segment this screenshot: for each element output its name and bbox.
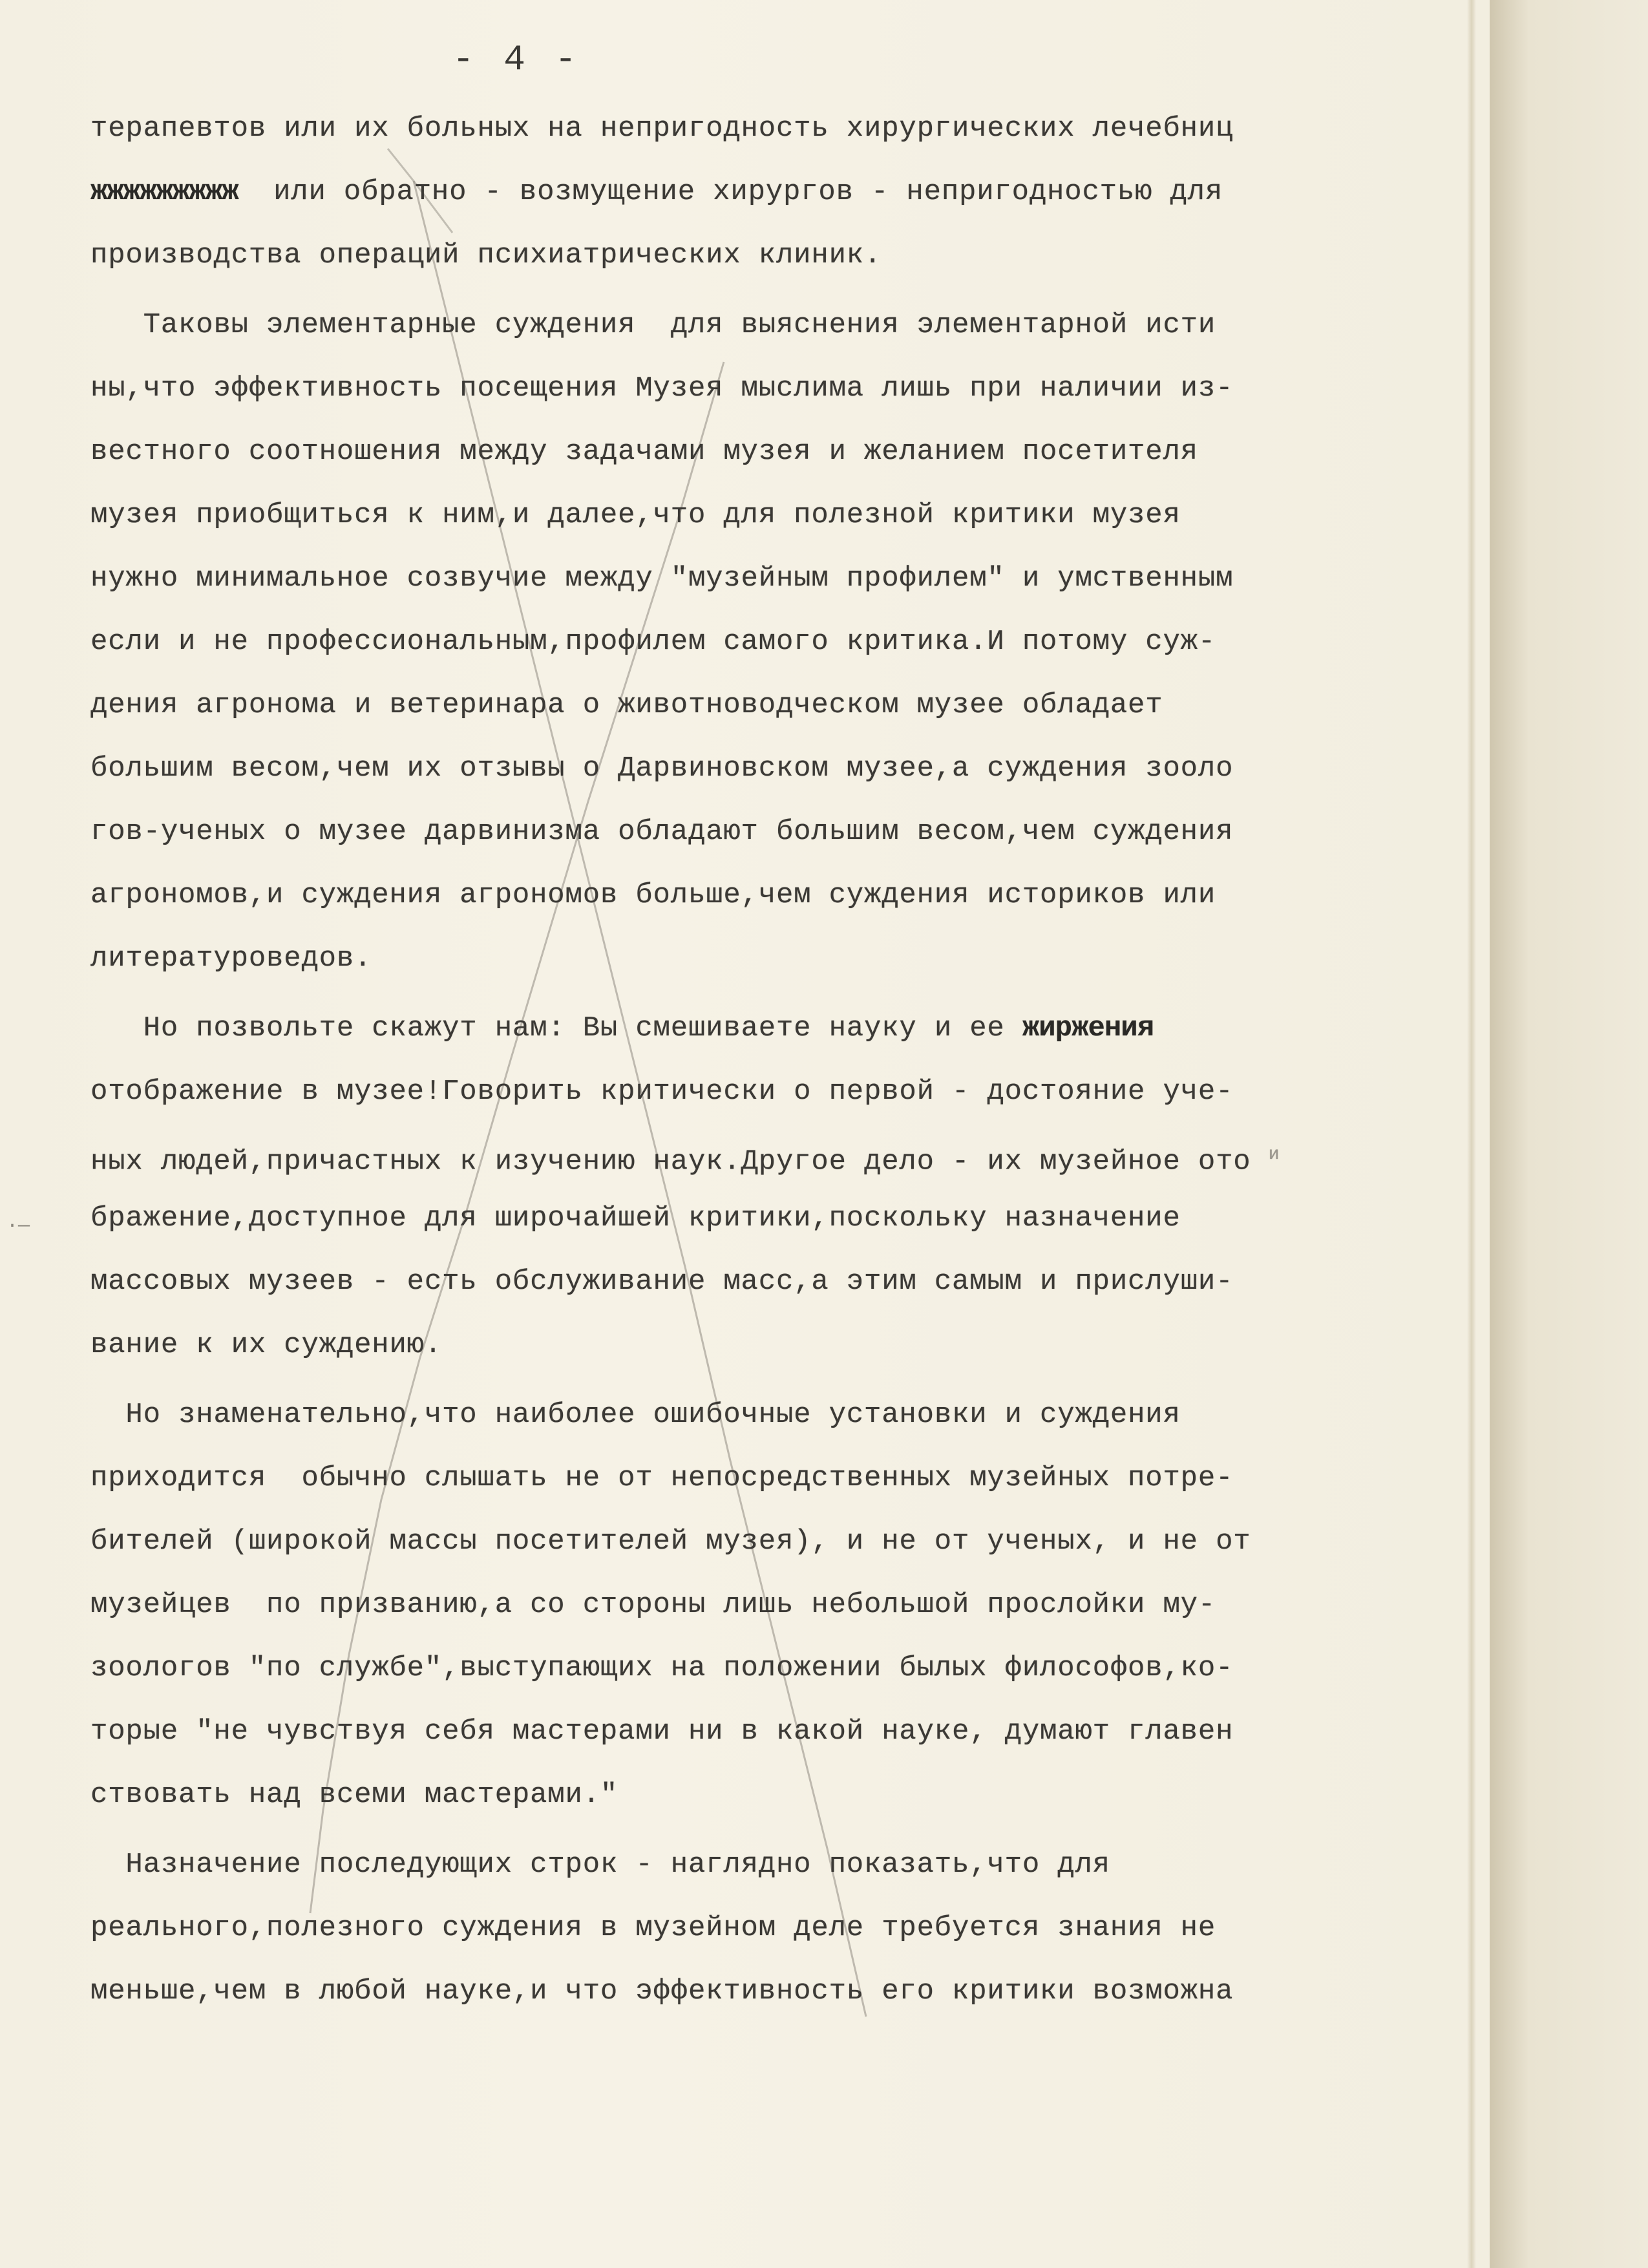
text-line-28 [90,1833,1512,1896]
text-line-3: производства операций психиатрических клиник. [90,239,882,271]
text-line-19: массовых музеев - есть обслуживание масс,а этим самым и прислуши- [90,1266,1234,1298]
text-line-2 [90,160,1512,224]
struck-out-text: жжжжжжжжж [90,176,238,208]
page-edge-strip [1490,0,1648,2268]
struck-out-word: жиржения [1022,1012,1154,1044]
text-line-1: терапевтов или их больных на непригодность хирургических лечебниц [90,112,1234,145]
text-line-15 [90,997,1512,1060]
text-line-4-body: Таковы элементарные суждения для выяснения элементарной исти [143,309,1216,341]
text-line-30: меньше,чем в любой науке,и что эффективность его критики возможна [90,1975,1234,2008]
page-number: - 4 - [452,39,581,80]
text-line-13: агрономов,и суждения агрономов больше,чем суждения историков или [90,879,1216,911]
superscript-correction: и [1268,1145,1280,1165]
text-line-6: вестного соотношения между задачами музея и желанием посетителя [90,436,1198,468]
text-line-21-body: Но знаменательно,что наиболее ошибочные установки и суждения [125,1399,1181,1431]
text-line-10: дения агронома и ветеринара о животноводческом музее обладает [90,689,1163,721]
text-line-5: ны,что эффективность посещения Музея мыслима лишь при наличии из- [90,372,1234,405]
text-line-16: отображение в музее!Говорить критически о первой - достояние уче- [90,1076,1234,1108]
text-line-14: литературоведов. [90,942,372,975]
text-line-22: приходится обычно слышать не от непосредственных музейных потре- [90,1462,1234,1494]
text-line-25: зоологов "по службе",выступающих на положении былых философов,ко- [90,1652,1234,1684]
text-line-2-body: или обратно - возмущение хирургов - непригодностью для [273,176,1223,208]
typed-text-body [90,97,1512,2023]
text-line-28-body: Назначение последующих строк - наглядно показать,что для [125,1849,1110,1881]
margin-tick-mark: ·— [6,1215,30,1237]
text-line-17-body: ных людей,причастных к изучению наук.Другое дело - их музейное ото [90,1145,1251,1178]
text-line-27: ствовать над всеми мастерами." [90,1779,618,1811]
text-line-7: музея приобщиться к ним,и далее,что для полезной критики музея [90,499,1181,531]
text-line-21 [90,1383,1512,1447]
text-line-4 [90,293,1512,357]
text-line-8: нужно минимальное созвучие между "музейным профилем" и умственным [90,562,1234,595]
text-line-29: реального,полезного суждения в музейном деле требуется знания не [90,1912,1216,1944]
text-line-12: гов-ученых о музее дарвинизма обладают большим весом,чем суждения [90,816,1234,848]
text-line-20: вание к их суждению. [90,1329,443,1361]
text-line-26: торые "не чувствуя себя мастерами ни в какой науке, думают главен [90,1715,1234,1748]
text-line-18: бражение,доступное для широчайшей критики,поскольку назначение [90,1202,1181,1235]
text-line-17 [90,1123,1512,1187]
text-line-9: если и не профессиональным,профилем самого критика.И потому суж- [90,626,1216,658]
text-line-24: музейцев по призванию,а со стороны лишь небольшой прослойки му- [90,1589,1216,1621]
text-line-11: большим весом,чем их отзывы о Дарвиновском музее,а суждения зооло [90,752,1234,785]
text-line-23: бителей (широкой массы посетителей музея), и не от ученых, и не от [90,1525,1251,1558]
text-line-15-body: Но позвольте скажут нам: Вы смешиваете науку и ее [143,1012,1005,1044]
